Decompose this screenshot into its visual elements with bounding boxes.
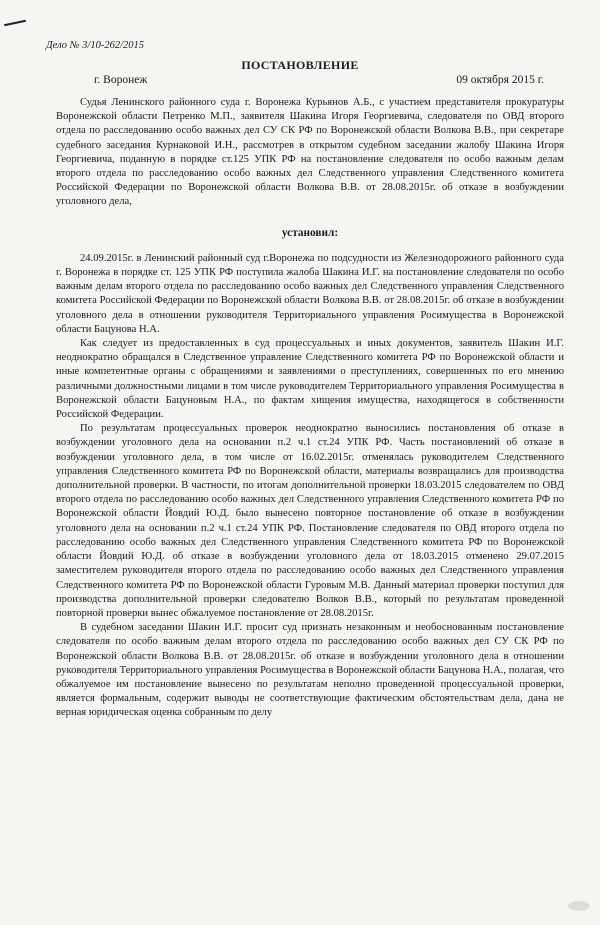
section-heading: установил: [281, 226, 339, 239]
document-body [56, 96, 564, 721]
body-paragraph-2: Как следует из предоставленных в суд процессуальных и иных документов, заявитель Шакин И.Г. неоднократно обращался в Следственное управление Следственного комитета РФ по Воронежской области и иные компетентные органы с обращениями и заявлениями о преступлениях, совершенных по его мнению различными должностными лицами в том числе руководителем Территориального управления Росимущества в Воронежской области Бацуновым Н.А., по фактам хищения имущества, находящегося в собственности Российской Федерации. [56, 338, 564, 421]
body-paragraph-1: 24.09.2015г. в Ленинский районный суд г.Воронежа по подсудности из Железнодорожного районного суда г. Воронежа в порядке ст. 125 УПК РФ поступила жалоба Шакина И.Г. на постановление следователя по особо важным делам второго отдела по расследованию особо важных дел Следственного управления Следственного комитета Российской Федерации по Воронежской области Волкова В.В. от 28.08.2015г. об отказе в возбуждении уголовного дела в отношении руководителя Территориального управления Росимущества в Воронежской области Бацунова Н.А. [56, 252, 564, 335]
scan-smudge [568, 901, 590, 911]
corner-pen-mark [4, 20, 26, 27]
case-number: Дело № 3/10-262/2015 [46, 40, 145, 51]
document-date: 09 октября 2015 г. [456, 74, 544, 86]
document-title: ПОСТАНОВЛЕНИЕ [241, 58, 359, 72]
body-paragraph-4: В судебном заседании Шакин И.Г. просит суд признать незаконным и необоснованным постановление следователя по особо важным делам второго отдела по расследованию особо важных дел СУ СК РФ по Воронежской области Волкова В.В. от 28.08.2015г. об отказе в возбуждении уголовного дела в отношении руководителя Территориального управления Росимущества в Воронежской области Бацунова Н.А., полагая, что обжалуемое им постановление вынесено по результатам неполно проведенной процессуальной проверки, является формальным, содержит выводы не соответствующие фактическим обстоятельствам дела, дана не верная юридическая оценка собранным по делу [56, 622, 564, 719]
intro-paragraph: Судья Ленинского районного суда г. Воронежа Курьянов А.Б., с участием представителя прокуратуры Воронежской области Петренко М.П., заявителя Шакина Игоря Георгиевича, следователя по ОВД второго отдела по расследованию особо важных дел СУ СК РФ по Воронежской области Волкова В.В., при секретаре судебного заседания Курнаковой И.Н., рассмотрев в открытом судебном заседании жалобу Шакина Игоря Георгиевича, поданную в порядке ст.125 УПК РФ на постановление следователя по особо важным делам второго отдела по расследованию особо важных дел Следственного управления Следственного комитета Российской Федерации по Воронежской области Волкова В.В. от 28.08.2015г. об отказе в возбуждении уголовного дела, [56, 97, 564, 208]
document-city: г. Воронеж [94, 74, 148, 86]
body-paragraph-3: По результатам процессуальных проверок неоднократно выносились постановления об отказе в возбуждении уголовного дела на основании п.2 ч.1 ст.24 УПК РФ. Часть постановлений об отказе в возбуждении уголовного дела, в том числе от 16.02.2015г. отменялась руководителем Следственного управления Следственного комитета РФ по Воронежской области, материалы возвращались для производства дополнительной проверки. В частности, по итогам дополнительной проверки 18.03.2015 следователем по ОВД второго отдела по расследованию особо важных дел Следственного управления Следственного комитета РФ по Воронежской области Йовдий Ю.Д. было вынесено повторное постановление об отказе в возбуждении уголовного дела на основании п.2 ч.1 ст.24 УПК РФ. Постановление следователя по ОВД второго отдела по расследованию особо важных дел Следственного управления Следственного комитета РФ по Воронежской области Йовдий Ю.Д. об отказе в возбуждении уголовного дела от 18.03.2015 отменено 29.07.2015 заместителем руководителя второго отдела по расследованию особо важных дел Следственного управления Следственного комитета РФ по Воронежской области Гуровым М.В. Данный материал проверки поступил для производства дополнительной проверки следователю Волков В.В., который по результатам проведенной повторной проверки вынес обжалуемое постановление от 28.08.2015г. [56, 423, 564, 619]
